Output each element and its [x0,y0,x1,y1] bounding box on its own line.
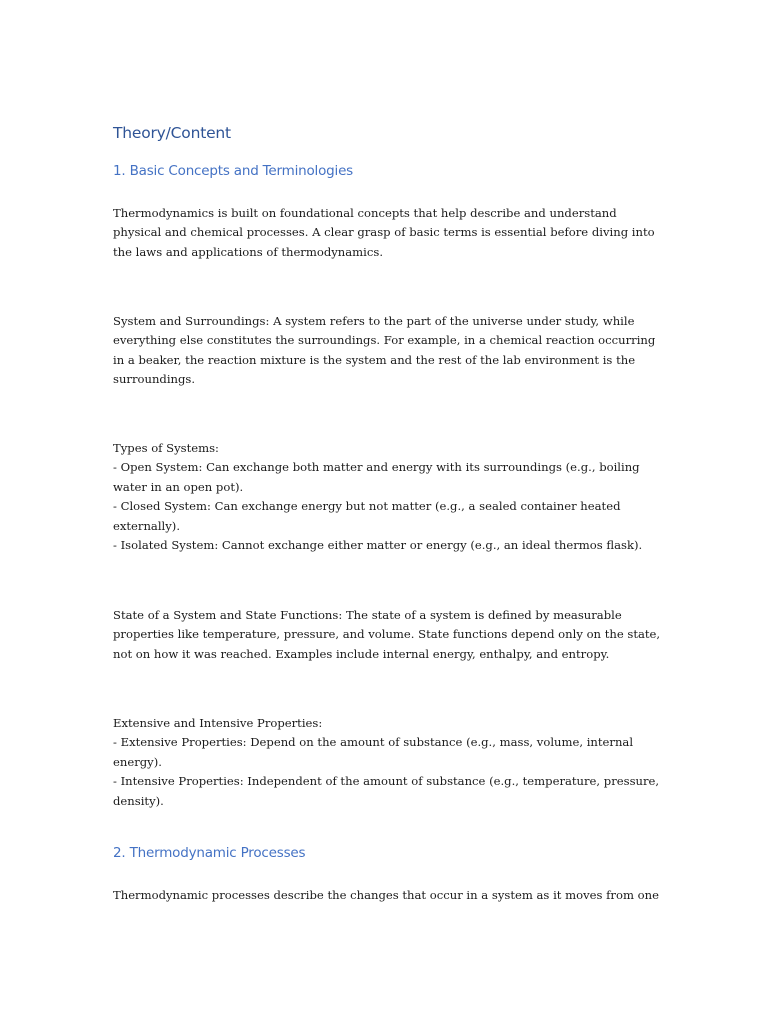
paragraph-intro [113,204,673,262]
text-line: State of a System and State Functions: The state of a system is defined by measurable [113,608,622,622]
text-line: in a beaker, the reaction mixture is the system and the rest of the lab environment is the [113,352,636,367]
section-heading-basic-concepts: 1. Basic Concepts and Terminologies [113,163,354,179]
text-line: properties like temperature, pressure, and volume. State functions depend only on the state, [113,627,661,642]
paragraph-types-of-systems [113,439,673,555]
document-title: Theory/Content [113,124,231,142]
paragraph-extensive-intensive [113,714,673,811]
text-line: physical and chemical processes. A clear grasp of basic terms is essential before diving into [113,225,655,240]
section-heading-thermodynamic-processes: 2. Thermodynamic Processes [113,845,306,861]
text-line: - Extensive Properties: Depend on the amount of substance (e.g., mass, volume, internal [113,735,634,750]
text-line: Thermodynamics is built on foundational concepts that help describe and understand [113,206,617,220]
text-line: density). [113,793,164,808]
text-line: water in an open pot). [113,479,244,494]
text-line: externally). [113,518,181,533]
text-line: Types of Systems: [113,441,219,455]
paragraph-system-surroundings [113,312,673,390]
text-line: Extensive and Intensive Properties: [113,716,323,730]
text-line: - Intensive Properties: Independent of the amount of substance (e.g., temperature, pressure, [113,774,660,789]
text-line: - Closed System: Can exchange energy but not matter (e.g., a sealed container heated [113,499,621,514]
text-line: the laws and applications of thermodynamics. [113,244,384,259]
paragraph-processes-intro [113,886,673,905]
text-line: surroundings. [113,372,196,387]
text-line: Thermodynamic processes describe the changes that occur in a system as it moves from one [113,888,659,902]
text-line: not on how it was reached. Examples include internal energy, enthalpy, and entropy. [113,646,610,661]
text-line: everything else constitutes the surroundings. For example, in a chemical reaction occurring [113,333,656,348]
paragraph-state-functions [113,606,673,664]
text-line: energy). [113,754,162,769]
text-line: - Isolated System: Cannot exchange either matter or energy (e.g., an ideal thermos flask). [113,538,643,553]
text-line: - Open System: Can exchange both matter and energy with its surroundings (e.g., boiling [113,460,640,475]
text-line: System and Surroundings: A system refers to the part of the universe under study, while [113,314,635,328]
